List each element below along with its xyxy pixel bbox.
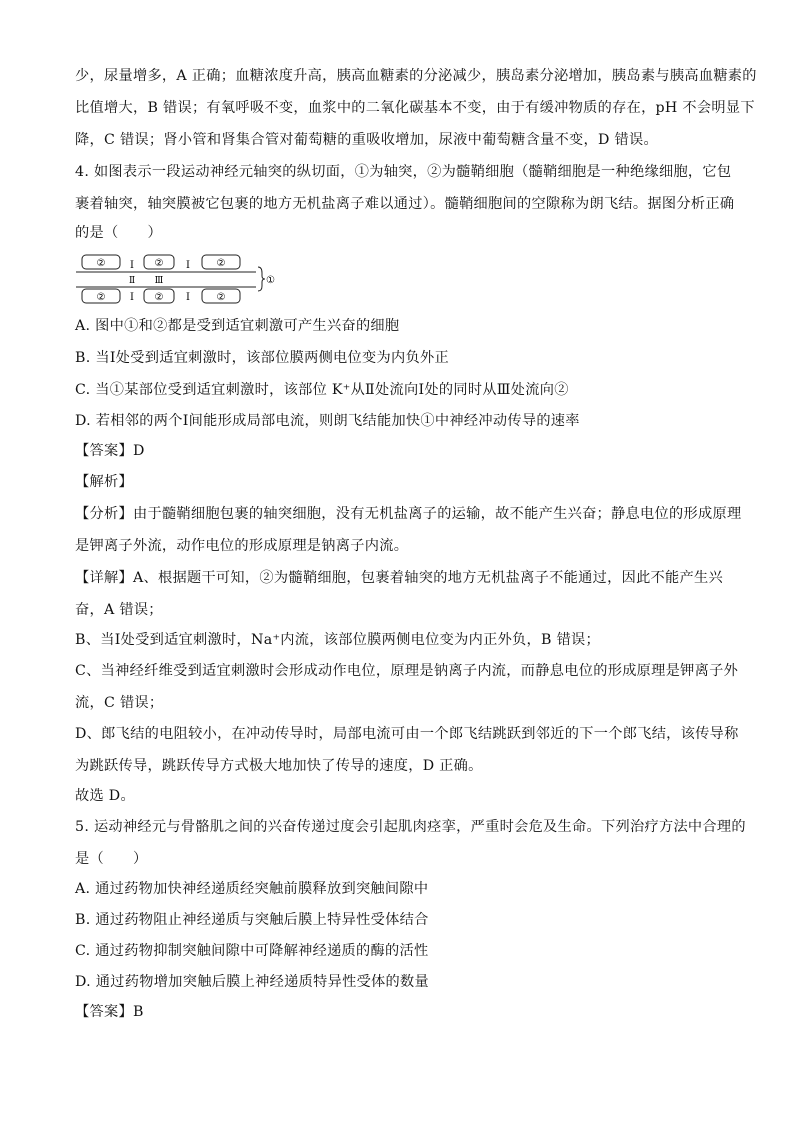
region-label-II: Ⅱ	[128, 276, 136, 286]
q5-stem-line-1: 5. 运动神经元与骨骼肌之间的兴奋传递过度会引起肌肉痉挛，严重时会危及生命。下列治疗方法中合理的	[75, 819, 746, 835]
q3-explanation-line-3: 降，C 错误；肾小管和肾集合管对葡萄糖的重吸收增加，尿液中葡萄糖含量不变，D 错误。	[75, 132, 658, 148]
q4-option-b: B. 当Ⅰ处受到适宜刺激时，该部位膜两侧电位变为内负外正	[75, 350, 449, 366]
axon-diagram	[72, 253, 292, 305]
gap-label-top-I-2: Ⅰ	[186, 260, 190, 271]
q4-analysis-line-1: 【分析】由于髓鞘细胞包裹的轴突细胞，没有无机盐离子的运输，故不能产生兴奋；静息电位的形成原理	[75, 506, 742, 522]
q4-option-c: C. 当①某部位受到适宜刺激时，该部位 K⁺从Ⅱ处流向Ⅰ处的同时从Ⅲ处流向②	[75, 382, 569, 398]
q4-detail-line-7: 为跳跃传导，跳跃传导方式极大地加快了传导的速度，D 正确。	[75, 758, 483, 774]
q4-answer: 【答案】D	[75, 443, 145, 459]
q4-conclusion: 故选 D。	[75, 788, 135, 804]
sheath-label-top-3: ②	[216, 258, 226, 269]
region-label-III: Ⅲ	[154, 276, 164, 286]
q5-option-c: C. 通过药物抑制突触间隙中可降解神经递质的酶的活性	[75, 943, 429, 959]
axon-label: ①	[266, 275, 275, 286]
sheath-label-bottom-1: ②	[96, 292, 106, 303]
sheath-label-bottom-3: ②	[216, 292, 226, 303]
q4-detail-line-6: D、郎飞结的电阻较小，在冲动传导时，局部电流可由一个郎飞结跳跃到邻近的下一个郎飞结，该传导称	[75, 726, 739, 742]
q4-stem-line-3: 的是（ ）	[75, 225, 162, 241]
q4-analysis-title: 【解析】	[75, 474, 133, 490]
q4-detail-line-4: C、当神经纤维受到适宜刺激时会形成动作电位，原理是钠离子内流，而静息电位的形成原理是钾离子外	[75, 663, 739, 679]
q4-detail-line-2: 奋，A 错误；	[75, 602, 163, 618]
q3-explanation-line-2: 比值增大，B 错误；有氧呼吸不变，血浆中的二氧化碳基本不变，由于有缓冲物质的存在，pH 不会明显下	[75, 100, 755, 116]
q5-option-d: D. 通过药物增加突触后膜上神经递质特异性受体的数量	[75, 974, 430, 990]
q4-stem-line-1: 4. 如图表示一段运动神经元轴突的纵切面，①为轴突，②为髓鞘细胞（髓鞘细胞是一种绝缘细胞，它包	[75, 164, 732, 180]
sheath-label-top-2: ②	[154, 258, 164, 269]
gap-label-top-I-1: Ⅰ	[130, 260, 134, 271]
q4-analysis-line-2: 是钾离子外流，动作电位的形成原理是钠离子内流。	[75, 538, 409, 554]
q5-option-a: A. 通过药物加快神经递质经突触前膜释放到突触间隙中	[75, 881, 429, 897]
sheath-label-top-1: ②	[96, 258, 106, 269]
sheath-label-bottom-2: ②	[154, 292, 164, 303]
q5-stem-line-2: 是（ ）	[75, 851, 148, 867]
q4-option-a: A. 图中①和②都是受到适宜刺激可产生兴奋的细胞	[75, 318, 400, 334]
q5-option-b: B. 通过药物阻止神经递质与突触后膜上特异性受体结合	[75, 912, 429, 928]
q4-detail-line-1: 【详解】A、根据题干可知，②为髓鞘细胞，包裹着轴突的地方无机盐离子不能通过，因此不能产生兴	[75, 570, 723, 586]
q3-explanation-line-1: 少，尿量增多，A 正确；血糖浓度升高，胰高血糖素的分泌减少，胰岛素分泌增加，胰岛素与胰高血糖素的	[75, 68, 757, 84]
q4-detail-line-5: 流，C 错误；	[75, 695, 164, 711]
axon-bracket	[258, 267, 265, 291]
q4-detail-line-3: B、当Ⅰ处受到适宜刺激时，Na⁺内流，该部位膜两侧电位变为内正外负，B 错误；	[75, 632, 601, 648]
gap-label-bottom-I-1: Ⅰ	[130, 292, 134, 303]
q4-option-d: D. 若相邻的两个Ⅰ间能形成局部电流，则朗飞结能加快①中神经冲动传导的速率	[75, 413, 580, 429]
q4-stem-line-2: 裹着轴突，轴突膜被它包裹的地方无机盐离子难以通过）。髓鞘细胞间的空隙称为朗飞结。据图分析正确	[75, 196, 735, 212]
q5-answer: 【答案】B	[75, 1004, 144, 1020]
gap-label-bottom-I-2: Ⅰ	[186, 292, 190, 303]
